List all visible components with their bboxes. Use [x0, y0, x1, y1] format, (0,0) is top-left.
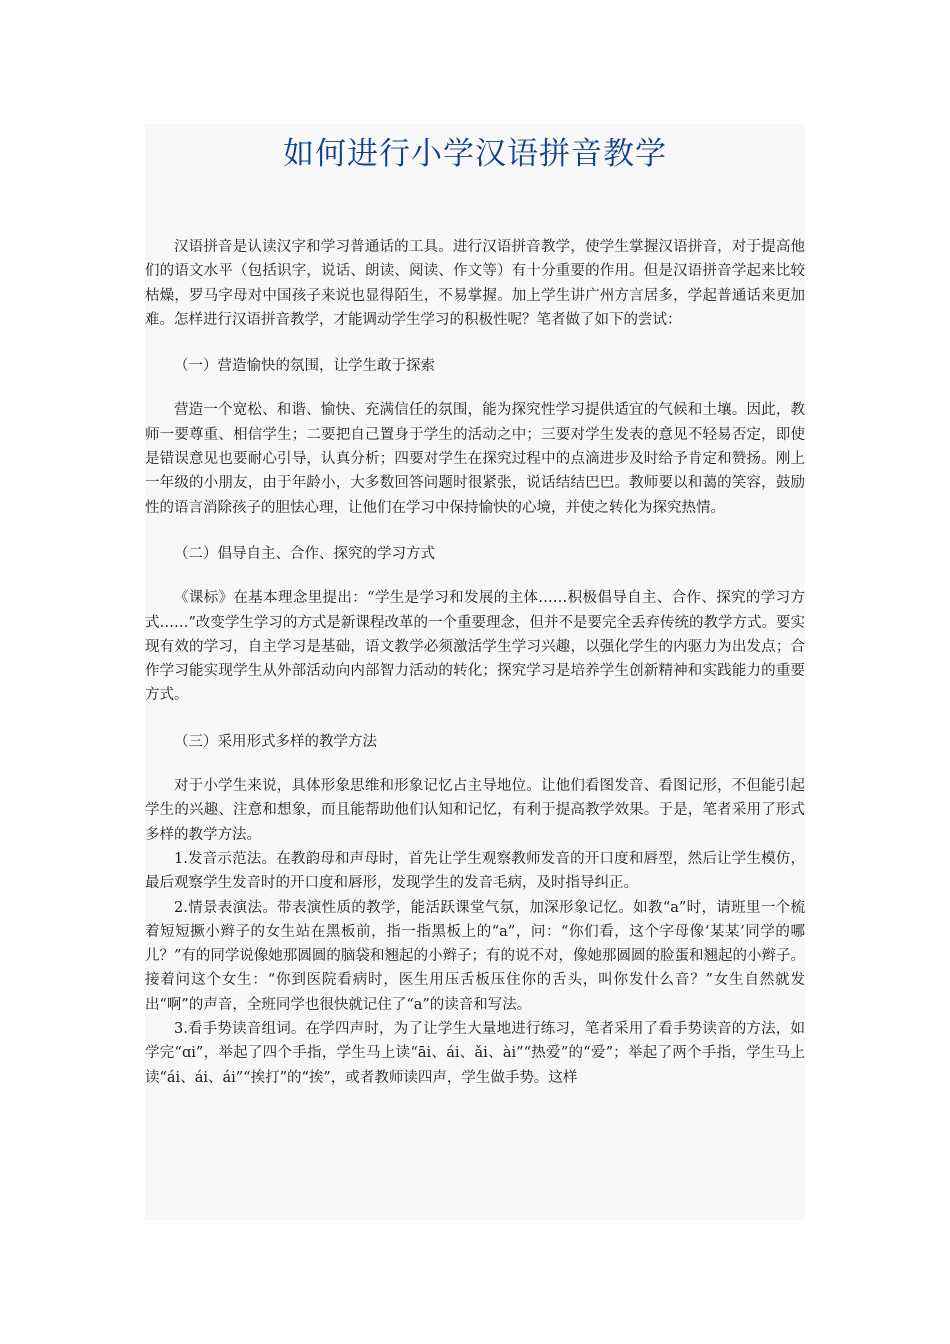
document-page: [145, 124, 805, 1220]
method-item-3: 3.看手势读音组词。在学四声时，为了让学生大量地进行练习，笔者采用了看手势读音的方法，如学完“ɑi”，举起了四个手指，学生马上读“āi、ái、ǎi、ài”“热爱”的“爱”；举起了两个手指，学生马上读“ái、ái、ái”“挨打”的“挨”，或者教师读四声，学生做手势。这样: [145, 1021, 805, 1086]
method-item-1: 1.发音示范法。在教韵母和声母时，首先让学生观察教师发音的开口度和唇型，然后让学生模仿，最后观察学生发音时的开口度和唇形，发现学生的发音毛病，及时指导纠正。: [145, 850, 805, 892]
section-3-heading: （三）采用形式多样的教学方法: [174, 733, 377, 750]
section-3-paragraph: 对于小学生来说，具体形象思维和形象记忆占主导地位。让他们看图发音、看图记形，不但能引起学生的兴趣、注意和想象，而且能帮助他们认知和记忆，有利于提高教学效果。于是，笔者采用了形式多样的教学方法。: [145, 778, 805, 843]
document-title: 如何进行小学汉语拼音教学: [283, 136, 667, 172]
document-body: [145, 235, 805, 1090]
method-item-2: 2.情景表演法。带表演性质的教学，能活跃课堂气氛，加深形象记忆。如教“a”时，请班里一个梳着短短撅小辫子的女生站在黑板前，指一指黑板上的“a”，问：“你们看，这个字母像‘某某’同学的哪儿？”有的同学说像她那圆圆的脑袋和翘起的小辫子；有的说不对，像她那圆圆的脸蛋和翘起的小辫子。接着问这个女生：“你到医院看病时，医生用压舌板压住你的舌头，叫你发什么音？”女生自然就发出“啊”的声音，全班同学也很快就记住了“a”的读音和写法。: [145, 899, 805, 1013]
section-1-paragraph: 营造一个宽松、和谐、愉快、充满信任的氛围，能为探究性学习提供适宜的气候和土壤。因此，教师一要尊重、相信学生；二要把自己置身于学生的活动之中；三要对学生发表的意见不轻易否定，即使是错误意见也要耐心引导，认真分析；四要对学生在探究过程中的点滴进步及时给予肯定和赞扬。刚上一年级的小朋友，由于年龄小，大多数回答问题时很紧张，说话结结巴巴。教师要以和蔼的笑容，鼓励性的语言消除孩子的胆怯心理，让他们在学习中保持愉快的心境，并使之转化为探究热情。: [145, 402, 805, 516]
intro-paragraph: 汉语拼音是认读汉字和学习普通话的工具。进行汉语拼音教学，使学生掌握汉语拼音，对于提高他们的语文水平（包括识字，说话、朗读、阅读、作文等）有十分重要的作用。但是汉语拼音学起来比较枯燥，罗马字母对中国孩子来说也显得陌生，不易掌握。加上学生讲广州方言居多，学起普通话来更加难。怎样进行汉语拼音教学，才能调动学生学习的积极性呢？笔者做了如下的尝试：: [145, 239, 805, 328]
section-2-paragraph: 《课标》在基本理念里提出：“学生是学习和发展的主体……积极倡导自主、合作、探究的学习方式……”改变学生学习的方式是新课程改革的一个重要理念，但并不是要完全丢弃传统的教学方式。要实现有效的学习，自主学习是基础，语文教学必须激活学生学习兴趣，以强化学生的内驱力为出发点；合作学习能实现学生从外部活动向内部智力活动的转化；探究学习是培养学生创新精神和实践能力的重要方式。: [145, 590, 805, 704]
section-1-heading: （一）营造愉快的氛围，让学生敢于探索: [174, 358, 435, 375]
section-2-heading: （二）倡导自主、合作、探究的学习方式: [174, 545, 435, 562]
